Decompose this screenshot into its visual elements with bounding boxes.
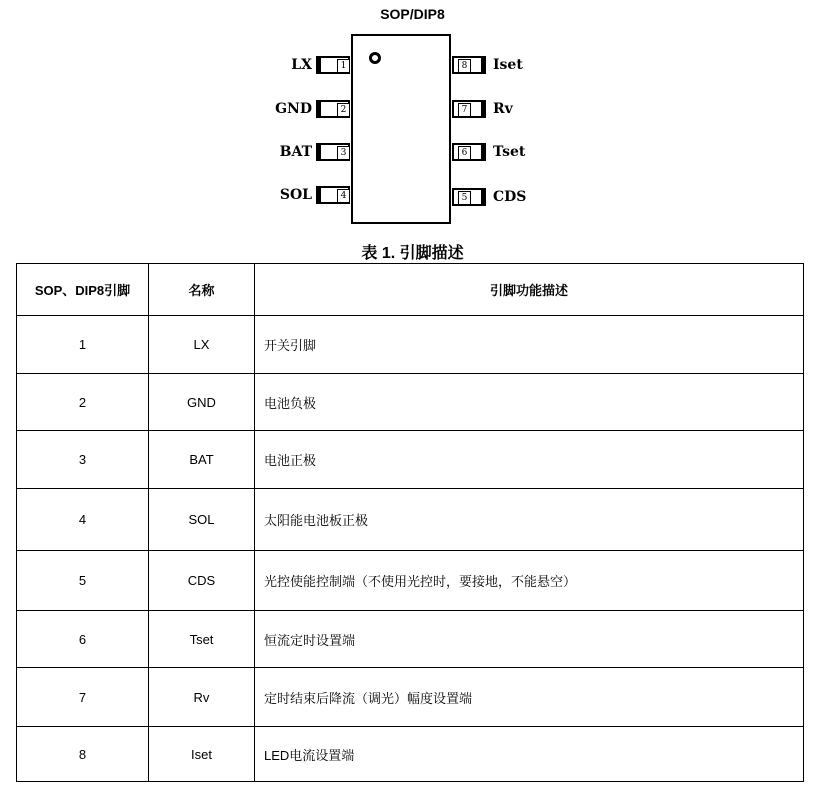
- pin-label-lx: LX: [291, 57, 312, 73]
- pin-description-table: [16, 263, 804, 782]
- table-header-row: [17, 264, 804, 316]
- pin-number: 5: [458, 191, 471, 205]
- table-row: [17, 611, 804, 668]
- cell-name: SOL: [149, 489, 255, 551]
- cell-name: Rv: [149, 668, 255, 727]
- cell-name: LX: [149, 316, 255, 374]
- pin1-marker-icon: [369, 52, 381, 64]
- pin-number: 4: [337, 189, 350, 203]
- cell-name: GND: [149, 374, 255, 431]
- pin-number: 8: [458, 59, 471, 73]
- table-row: [17, 489, 804, 551]
- pin-5: [452, 188, 486, 206]
- cell-pin: 3: [17, 431, 149, 489]
- pin-number: 2: [337, 103, 350, 117]
- pin-label-cds: CDS: [493, 189, 527, 205]
- cell-name: BAT: [149, 431, 255, 489]
- table-row: [17, 668, 804, 727]
- pin-label-rv: Rv: [493, 101, 513, 117]
- cell-pin: 7: [17, 668, 149, 727]
- cell-name: Iset: [149, 727, 255, 782]
- table-row: [17, 727, 804, 782]
- pin-label-gnd: GND: [275, 101, 312, 117]
- table-row: [17, 316, 804, 374]
- pin-1: [316, 56, 350, 74]
- pin-4: [316, 186, 350, 204]
- cell-description: LED电流设置端: [255, 727, 804, 782]
- cell-pin: 5: [17, 551, 149, 611]
- chip-body: [351, 34, 451, 224]
- pin-label-bat: BAT: [279, 144, 312, 160]
- pin-label-iset: Iset: [493, 57, 523, 73]
- pin-label-sol: SOL: [279, 187, 312, 203]
- cell-description: 光控使能控制端（不使用光控时，要接地，不能悬空）: [255, 551, 804, 611]
- cell-description: 恒流定时设置端: [255, 611, 804, 668]
- cell-pin: 4: [17, 489, 149, 551]
- pin-number: 7: [458, 103, 471, 117]
- cell-description: 电池负极: [255, 374, 804, 431]
- pin-8: [452, 56, 486, 74]
- pin-7: [452, 100, 486, 118]
- cell-pin: 8: [17, 727, 149, 782]
- cell-name: Tset: [149, 611, 255, 668]
- table-row: [17, 374, 804, 431]
- cell-pin: 2: [17, 374, 149, 431]
- header-name: 名称: [149, 264, 255, 316]
- pin-number: 6: [458, 146, 471, 160]
- cell-description: 定时结束后降流（调光）幅度设置端: [255, 668, 804, 727]
- pin-label-tset: Tset: [493, 144, 526, 160]
- pin-2: [316, 100, 350, 118]
- cell-pin: 1: [17, 316, 149, 374]
- pin-3: [316, 143, 350, 161]
- header-description: 引脚功能描述: [255, 264, 804, 316]
- table-row: [17, 551, 804, 611]
- cell-description: 开关引脚: [255, 316, 804, 374]
- package-title: SOP/DIP8: [380, 6, 445, 22]
- cell-pin: 6: [17, 611, 149, 668]
- pin-number: 1: [337, 59, 350, 73]
- cell-description: 太阳能电池板正极: [255, 489, 804, 551]
- cell-description: 电池正极: [255, 431, 804, 489]
- table-caption: 表 1. 引脚描述: [361, 245, 464, 262]
- cell-name: CDS: [149, 551, 255, 611]
- table-row: [17, 431, 804, 489]
- pin-6: [452, 143, 486, 161]
- pin-number: 3: [337, 146, 350, 160]
- header-pin: SOP、DIP8引脚: [17, 264, 149, 316]
